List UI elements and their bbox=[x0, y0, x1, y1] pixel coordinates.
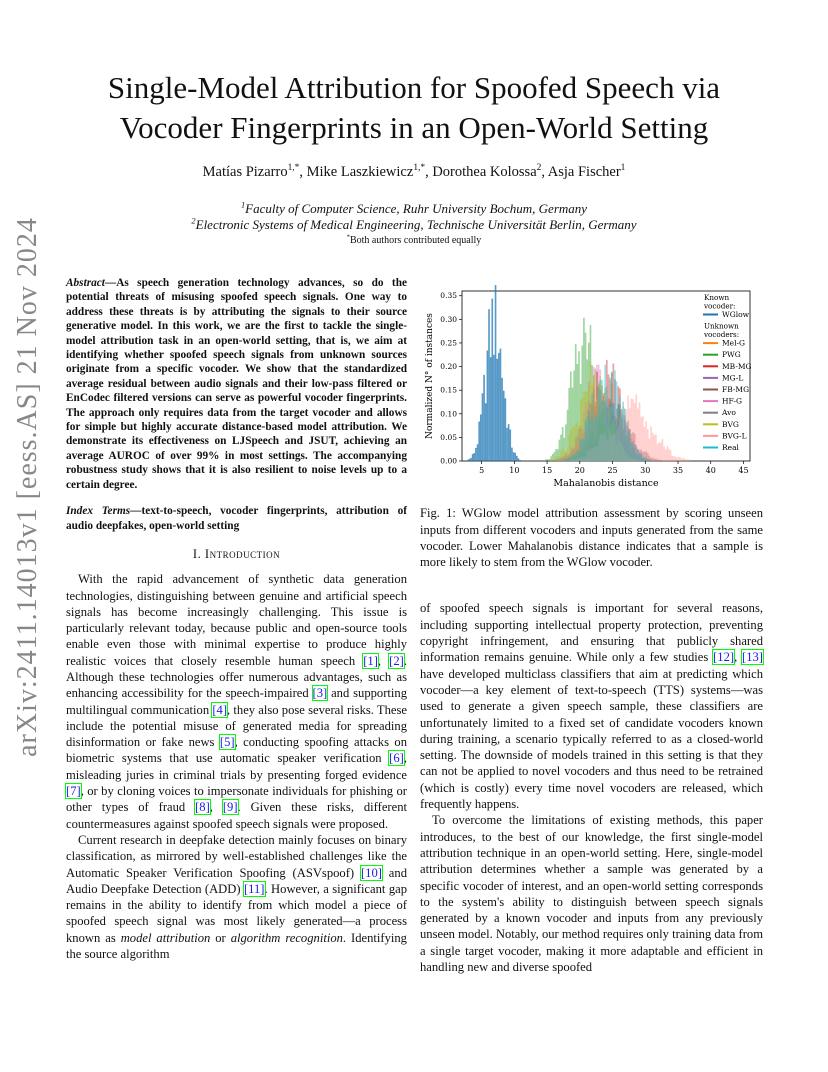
histogram-bar bbox=[498, 353, 500, 461]
histogram-bar bbox=[585, 422, 587, 461]
x-tick-label: 35 bbox=[672, 466, 684, 475]
x-tick-label: 5 bbox=[479, 466, 485, 475]
legend-entry: Avo bbox=[722, 408, 736, 418]
histogram-bar bbox=[488, 309, 490, 461]
abstract-label: Abstract bbox=[66, 277, 105, 289]
histogram-bar bbox=[467, 460, 469, 461]
figure-1 bbox=[420, 285, 763, 499]
histogram-bar bbox=[549, 460, 551, 461]
histogram-bar bbox=[563, 459, 565, 461]
histogram-bar bbox=[639, 452, 641, 461]
histogram-bar bbox=[501, 378, 503, 461]
histogram-bar bbox=[500, 349, 502, 461]
intro-paragraph-2: Current research in deepfake detection mainly focuses on binary classification, as mirrored by well-established challenges like the Automatic Speaker Verification Spoofing (ASVspoof) [10] and Audio Deepfake Detection (ADD) [11]. However, a significant gap remains in the ability to identify from which model a piece of spoofed speech signal was most likely generated—a process known as model attribution or algorithm recognition. Identifying the source algorithm bbox=[66, 832, 407, 962]
histogram-bar bbox=[649, 439, 651, 461]
histogram-bar bbox=[508, 424, 510, 461]
histogram-bar bbox=[688, 459, 690, 461]
histogram-bar bbox=[631, 443, 633, 461]
histogram-bar bbox=[568, 435, 570, 461]
histogram-bar bbox=[622, 402, 624, 461]
right-paragraph-2: To overcome the limitations of existing methods, this paper introduces, to the best of our knowledge, the first single-model attribution technique in an open-world setting. Here, single-model attribution determines whether a sample was generated by a specific vocoder of interest, and an open-world setting corresponds to the system's ability to distinguish between speech signals generated by a known vocoder and inputs from any previously unseen model. Notably, our method requires only training data from a single target vocoder, making it more adaptable and efficient in handling new and diverse spoofed bbox=[420, 813, 763, 975]
histogram-chart bbox=[420, 285, 763, 495]
histogram-bar bbox=[653, 435, 655, 461]
histogram-bar bbox=[593, 421, 595, 461]
histogram-bar bbox=[663, 446, 665, 461]
affiliations bbox=[60, 201, 768, 249]
histogram-bar bbox=[644, 427, 646, 461]
legend-header: vocoder: bbox=[704, 301, 736, 311]
histogram-bar bbox=[490, 357, 492, 461]
histogram-bar bbox=[560, 460, 562, 461]
legend-entry: HF-G bbox=[722, 396, 742, 406]
histogram-bar bbox=[516, 456, 518, 461]
histogram-bar bbox=[609, 378, 611, 461]
histogram-bar bbox=[557, 456, 559, 461]
histogram-bar bbox=[478, 422, 480, 461]
histogram-bar bbox=[668, 449, 670, 461]
histogram-bar bbox=[555, 457, 557, 461]
histogram-bar bbox=[586, 417, 588, 461]
histogram-bar bbox=[662, 439, 664, 461]
histogram-bar bbox=[621, 412, 623, 461]
citation-link[interactable]: [11] bbox=[243, 881, 265, 896]
histogram-bar bbox=[590, 419, 592, 461]
histogram-bar bbox=[671, 456, 673, 461]
y-tick-label: 0.25 bbox=[440, 338, 457, 348]
y-axis-label: Normalized N° of instances bbox=[425, 313, 435, 439]
histogram-bar bbox=[575, 452, 577, 461]
histogram-bar bbox=[505, 398, 507, 461]
author: Mike Laszkiewicz$^{1,*}$ bbox=[306, 163, 426, 180]
histogram-bar bbox=[470, 458, 472, 461]
histogram-bar bbox=[650, 426, 652, 461]
y-tick-label: 0.00 bbox=[440, 456, 457, 466]
histogram-bar bbox=[598, 387, 600, 461]
histogram-bar bbox=[627, 431, 629, 461]
abstract-text: —As speech generation technology advances, so do the potential threats of misusing spoofed speech signals. One way to address these threats is by attributing the signals to their source generative model. In this work, we are the first to tackle the single-model attribution task in an open-world setting, that is, we aim at identifying whether spoofed speech signals from unknown sources originate from a specific vocoder. We show that the standardized average residual between audio signals and their low-pass filtered or EnCodec filtered versions can serve as powerful vocoder fingerprints. The approach only requires data from the target vocoder and allows for simple but highly accurate distance-based model attribution. We demonstrate its effectiveness on LJSpeech and JSUT, achieving an average AUROC of over 99% in most settings. The accompanying robustness study shows that it is also resilient to noise levels up to a certain degree. bbox=[66, 277, 407, 491]
y-tick-label: 0.20 bbox=[440, 362, 457, 372]
histogram-bar bbox=[513, 452, 515, 461]
citation-link[interactable]: [2] bbox=[389, 653, 404, 668]
histogram-bar bbox=[572, 453, 574, 461]
arxiv-identifier: arXiv:2411.14013v1 [eess.AS] 21 Nov 2024 bbox=[12, 217, 43, 757]
histogram-bar bbox=[637, 449, 639, 461]
legend-entry: MG-L bbox=[722, 373, 744, 383]
histogram-bar bbox=[562, 448, 564, 461]
histogram-bar bbox=[634, 445, 636, 461]
histogram-bar bbox=[485, 403, 487, 461]
histogram-bar bbox=[591, 394, 593, 461]
legend-entry: MB-MG bbox=[722, 361, 752, 371]
x-axis-label: Mahalanobis distance bbox=[553, 478, 659, 489]
histogram-bar bbox=[680, 457, 682, 461]
histogram-bar bbox=[611, 372, 613, 461]
histogram-bar bbox=[603, 400, 605, 461]
histogram-bar bbox=[683, 458, 685, 461]
section-title: Introduction bbox=[204, 546, 281, 561]
histogram-bar bbox=[518, 458, 520, 461]
histogram-bar bbox=[673, 456, 675, 461]
citation-link[interactable]: [5] bbox=[219, 735, 235, 750]
histogram-bar bbox=[675, 457, 677, 461]
histogram-bar bbox=[495, 285, 497, 461]
histogram-bar bbox=[583, 438, 585, 461]
histogram-bar bbox=[635, 394, 637, 461]
histogram-bar bbox=[487, 350, 489, 461]
y-tick-label: 0.15 bbox=[440, 385, 457, 395]
histogram-bar bbox=[647, 429, 649, 461]
histogram-bar bbox=[573, 455, 575, 461]
emphasis: algorithm recognition bbox=[230, 930, 343, 945]
histogram-bar bbox=[629, 429, 631, 461]
histogram-bar bbox=[652, 433, 654, 461]
histogram-bar bbox=[681, 459, 683, 461]
intro-paragraph-1: With the rapid advancement of synthetic data generation technologies, distinguishing between genuine and artificial speech signals has become increasingly challenging. This issue is particularly relevant today, because public and open-source tools enable even those with minimal expertise to produce highly realistic voices that closely resemble human speech [1], [2]. Although these technologies offer numerous advantages, such as enhancing accessibility for the speech-impaired [3] and supporting multilingual communication [4], they also pose several risks. These include the potential misuse of generated media for spreading disinformation or fake news [5], conducting spoofing attacks on biometric systems that use automatic speaker verification [6], misleading juries in criminal trials by presenting forged evidence [7], or by cloning voices to impersonate individuals for phishing or other types of fraud [8], [9]. Given these risks, different countermeasures against spoofed speech signals were proposed. bbox=[66, 572, 408, 831]
histogram-bar bbox=[491, 299, 493, 461]
citation-link[interactable]: [9] bbox=[222, 800, 238, 815]
histogram-bar bbox=[686, 459, 688, 461]
histogram-bar bbox=[580, 439, 582, 461]
histogram-bar bbox=[565, 459, 567, 461]
legend-entry: PWG bbox=[722, 350, 741, 360]
histogram-bar bbox=[560, 451, 562, 461]
histogram-bar bbox=[570, 457, 572, 461]
histogram-bar bbox=[670, 451, 672, 461]
emphasis: model attribution bbox=[120, 930, 211, 945]
left-column bbox=[66, 276, 407, 962]
histogram-bar bbox=[514, 453, 516, 461]
histogram-bar bbox=[685, 459, 687, 461]
histogram-bar bbox=[581, 440, 583, 461]
histogram-bar bbox=[640, 453, 642, 461]
histogram-bar bbox=[626, 422, 628, 461]
legend-entry: BVG-L bbox=[722, 431, 747, 441]
citation-link[interactable]: [4] bbox=[212, 702, 228, 717]
histogram-bar bbox=[547, 459, 549, 461]
citation-link[interactable]: [12] bbox=[713, 650, 735, 665]
legend-entry: BVG bbox=[722, 419, 739, 429]
histogram-bar bbox=[469, 459, 471, 461]
citation-link[interactable]: [8] bbox=[195, 800, 210, 815]
histogram-bar bbox=[644, 457, 646, 461]
histogram-bar bbox=[482, 393, 484, 461]
x-tick-label: 25 bbox=[607, 466, 618, 475]
histogram-bar bbox=[635, 453, 637, 461]
author: Matías Pizarro$^{1,*}$ bbox=[202, 163, 300, 180]
histogram-bar bbox=[519, 460, 521, 461]
histogram-bar bbox=[545, 459, 547, 461]
histogram-bar bbox=[472, 454, 474, 461]
histogram-bar bbox=[570, 430, 572, 461]
histogram-bar bbox=[632, 444, 634, 461]
histogram-bar bbox=[483, 375, 485, 461]
section-heading-introduction bbox=[66, 546, 407, 562]
histogram-bar bbox=[475, 448, 477, 461]
y-tick-label: 0.10 bbox=[440, 409, 457, 419]
histogram-bar bbox=[658, 442, 660, 461]
equal-contribution-note: *Both authors contributed equally bbox=[346, 233, 482, 246]
index-terms-text: —text-to-speech, vocoder fingerprints, attribution of audio deepfakes, open-world setting bbox=[66, 505, 407, 532]
citation-link[interactable]: [6] bbox=[389, 751, 404, 766]
histogram-bar bbox=[678, 457, 680, 461]
figure-caption: Fig. 1: WGlow model attribution assessment by scoring unseen inputs from different vocoders and inputs generated from the same vocoder. Lower Mahalanobis distance indicates that a sample is more likely to stem from the WGlow vocoder. bbox=[420, 506, 763, 570]
citation-link[interactable]: [10] bbox=[360, 865, 382, 880]
histogram-bar bbox=[559, 457, 561, 461]
histogram-bar bbox=[667, 446, 669, 461]
affiliation: $^2$Electronic Systems of Medical Engineering, Technische Universität Berlin, Germany bbox=[191, 215, 637, 232]
histogram-bar bbox=[493, 355, 495, 461]
x-tick-label: 10 bbox=[509, 466, 520, 475]
histogram-bar bbox=[613, 406, 615, 461]
y-tick-label: 0.35 bbox=[440, 291, 457, 301]
histogram-bar bbox=[601, 380, 603, 461]
histogram-bar bbox=[604, 365, 606, 461]
author-list: Matías Pizarro$^{1,*}$, Mike Laszkiewicz$^{1,*}$, Dorothea Kolossa$^2$, Asja Fischer$^1$ bbox=[202, 163, 626, 180]
abstract bbox=[66, 276, 407, 492]
histogram-bar bbox=[642, 458, 644, 461]
x-tick-label: 45 bbox=[738, 466, 749, 475]
histogram-bar bbox=[550, 460, 552, 461]
histogram-bar bbox=[616, 381, 618, 461]
legend-header: Known bbox=[704, 293, 730, 302]
histogram-bar bbox=[588, 409, 590, 461]
paper-title: Single-Model Attribution for Spoofed Speech via Vocoder Fingerprints in an Open-World Setting bbox=[107, 70, 721, 145]
index-terms-label: Index Terms bbox=[66, 505, 131, 518]
histogram-bar bbox=[496, 359, 498, 461]
histogram-bar bbox=[624, 409, 626, 461]
citation-link[interactable]: [3] bbox=[312, 686, 328, 701]
histogram-bar bbox=[619, 395, 621, 461]
y-tick-label: 0.30 bbox=[440, 314, 457, 324]
histogram-bar bbox=[577, 451, 579, 461]
legend-entry: Real bbox=[722, 443, 739, 452]
index-terms bbox=[66, 504, 407, 533]
affiliation: $^1$Faculty of Computer Science, Ruhr University Bochum, Germany bbox=[240, 199, 588, 216]
citation-link[interactable]: [1] bbox=[363, 653, 378, 668]
histogram-bar bbox=[660, 443, 662, 461]
legend-entry: WGlow bbox=[722, 310, 750, 319]
histogram-bar bbox=[567, 459, 569, 461]
histogram-bar bbox=[617, 406, 619, 461]
histogram-bar bbox=[647, 459, 649, 461]
histogram-bar bbox=[596, 415, 598, 461]
histogram-bar bbox=[642, 416, 644, 461]
histogram-bar bbox=[578, 450, 580, 461]
y-tick-label: 0.05 bbox=[440, 432, 457, 442]
x-tick-label: 30 bbox=[640, 466, 651, 475]
histogram-bar bbox=[552, 460, 554, 461]
histogram-bar bbox=[614, 370, 616, 461]
histogram-bar bbox=[595, 415, 597, 461]
histogram-bar bbox=[608, 406, 610, 461]
legend-header: Unknown bbox=[704, 321, 739, 331]
histogram-bar bbox=[676, 457, 678, 461]
citation-link[interactable]: [7] bbox=[66, 784, 81, 799]
histogram-bar bbox=[503, 391, 505, 461]
author: Dorothea Kolossa$^2$ bbox=[432, 163, 542, 180]
legend-entry: Mel-G bbox=[722, 338, 746, 348]
citation-link[interactable]: [13] bbox=[742, 650, 763, 665]
histogram-bar bbox=[477, 444, 479, 461]
histogram-bar bbox=[599, 380, 601, 461]
histogram-bar bbox=[473, 453, 475, 461]
histogram-bar bbox=[645, 458, 647, 461]
histogram-bar bbox=[645, 421, 647, 461]
histogram-bar bbox=[480, 414, 482, 461]
x-tick-label: 20 bbox=[574, 466, 585, 475]
histogram-bar bbox=[568, 457, 570, 461]
histogram-bar bbox=[511, 448, 513, 461]
histogram-bar bbox=[606, 387, 608, 461]
histogram-bar bbox=[665, 449, 667, 461]
right-paragraph-1: of spoofed speech signals is important for several reasons, including supporting intellectual property protection, preventing copyright infringement, and ensuring that publicly shared information remains genuine. While only a few studies [12], [13] have developed multiclass classifiers that aim at predicting which vocoder—a key element of text-to-speech (TTS) systems—was used to generate a given speech sample, these classifiers are unfortunately limited to a fixed set of candidate vocoders known during training, a scenario typically referred to as a closed-world setting. The downside of models trained in this setting is that they can not be applied to novel vocoders and thus need to be retrained (which is costly) every time novel vocoders are released, which frequently happens. bbox=[420, 601, 763, 812]
author: Asja Fischer$^1$ bbox=[547, 163, 626, 180]
section-number: I. bbox=[192, 546, 202, 561]
histogram-bar bbox=[506, 428, 508, 461]
histogram-bar bbox=[554, 458, 556, 461]
legend-header: vocoders: bbox=[704, 330, 740, 340]
x-tick-label: 15 bbox=[541, 466, 553, 475]
histogram-bar bbox=[649, 460, 651, 461]
x-tick-label: 40 bbox=[705, 466, 716, 475]
histogram-bar bbox=[657, 444, 659, 461]
histogram-bar bbox=[655, 434, 657, 461]
histogram-bar bbox=[509, 429, 511, 461]
right-column bbox=[420, 285, 763, 975]
legend-entry: FB-MG bbox=[722, 385, 750, 394]
